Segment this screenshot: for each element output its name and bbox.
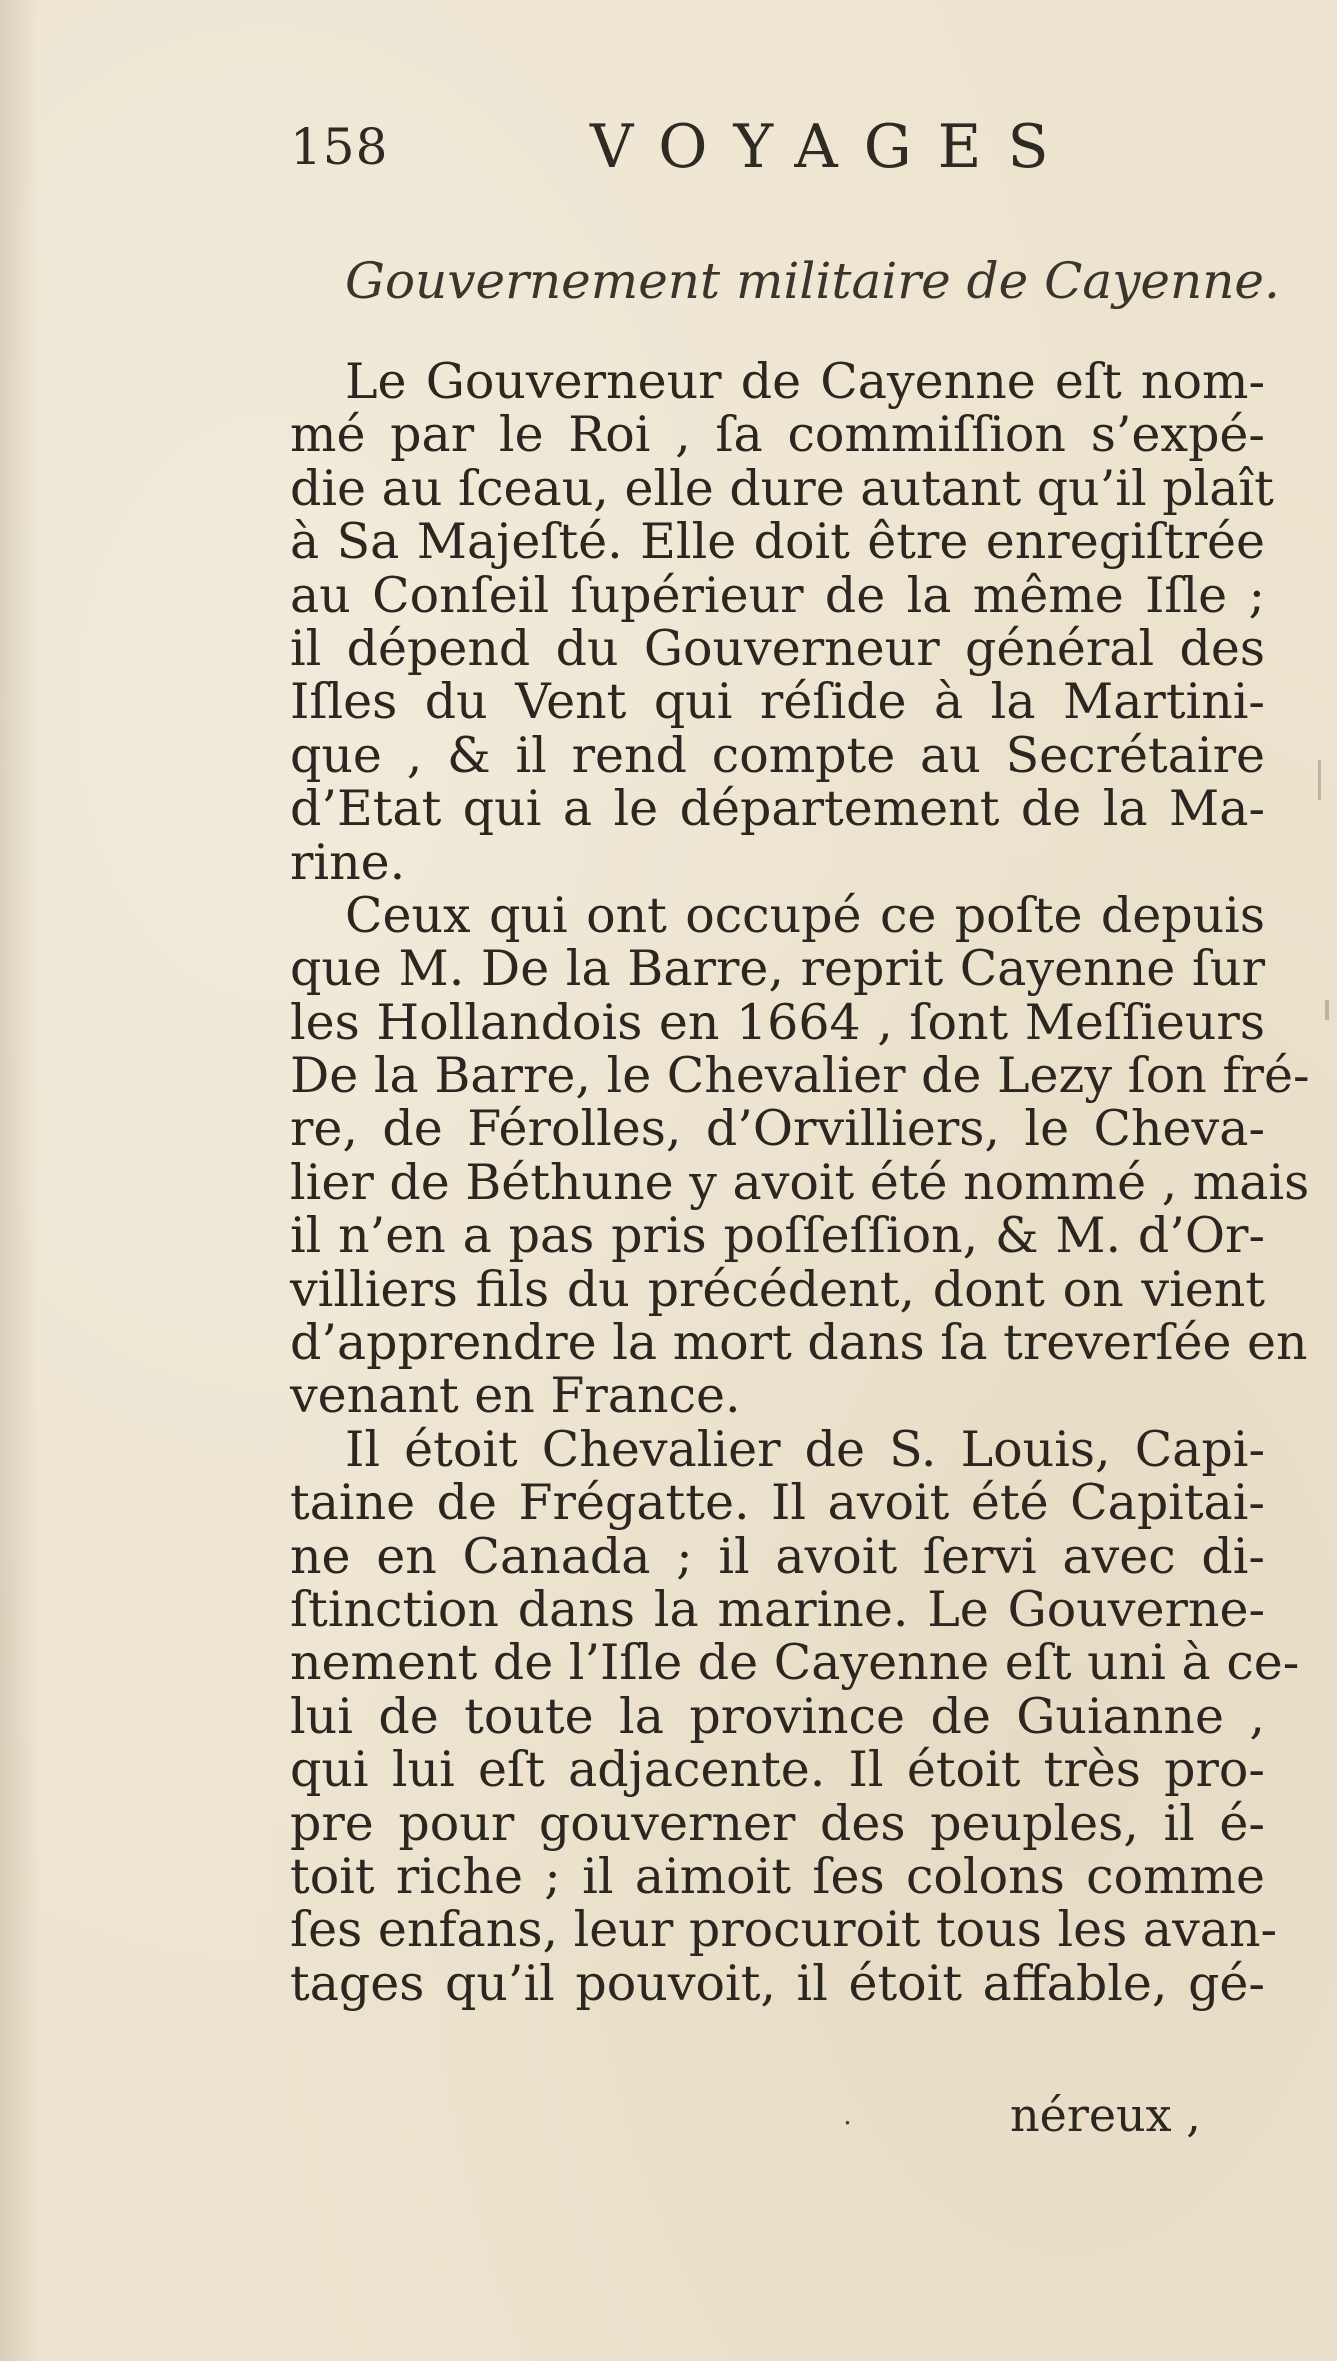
- text-line: les Hollandois en 1664 , ſont Meſſieurs: [290, 993, 1265, 1051]
- text-line: pre pour gouverner des peuples, il é-: [290, 1794, 1265, 1852]
- text-line: d’apprendre la mort dans ſa treverſée en: [290, 1314, 1308, 1372]
- text-line: que M. De la Barre, reprit Cayenne ſur: [290, 940, 1265, 998]
- text-line: Le Gouverneur de Cayenne eſt nom-: [345, 353, 1265, 410]
- text-line: die au ſceau, elle dure autant qu’il plaît: [290, 459, 1274, 517]
- catchword: néreux ,: [1010, 2088, 1201, 2142]
- text-line: au Conſeil ſupérieur de la même Iſle ;: [290, 566, 1265, 624]
- page-edge-mark: [1318, 760, 1321, 800]
- text-line: toit riche ; il aimoit ſes colons comme: [290, 1847, 1265, 1905]
- text-line: Il étoit Chevalier de S. Louis, Capi-: [345, 1420, 1265, 1478]
- text-line: que , & il rend compte au Secrétaire: [290, 726, 1265, 784]
- text-line: De la Barre, le Chevalier de Lezy ſon fré-: [290, 1047, 1310, 1105]
- text-line: venant en France.: [290, 1367, 741, 1425]
- text-line: lier de Béthune y avoit été nommé , mais: [290, 1153, 1310, 1211]
- body-text: [290, 353, 1310, 2012]
- text-line: qui lui eſt adjacente. Il étoit très pro-: [290, 1741, 1265, 1799]
- page-header: [290, 112, 1075, 182]
- text-line: ne en Canada ; il avoit ſervi avec di-: [290, 1527, 1265, 1585]
- signature-mark: .: [843, 2098, 852, 2131]
- text-line: il dépend du Gouverneur général des: [290, 619, 1265, 677]
- section-title: Gouvernement militaire de Cayenne.: [345, 252, 1280, 310]
- text-line: ſtinction dans la marine. Le Gouverne-: [290, 1580, 1265, 1638]
- text-line: villiers fils du précédent, dont on vient: [290, 1260, 1265, 1318]
- text-line: il n’en a pas pris poſſeſſion, & M. d’Or-: [290, 1207, 1265, 1265]
- text-line: lui de toute la province de Guianne ,: [290, 1687, 1265, 1745]
- text-line: d’Etat qui a le département de la Ma-: [290, 780, 1265, 838]
- text-line: tages qu’il pouvoit, il étoit affable, gé-: [290, 1954, 1265, 2012]
- text-line: Ceux qui ont occupé ce poſte depuis: [345, 886, 1265, 944]
- text-line: Iſles du Vent qui réſide à la Martini-: [290, 673, 1265, 731]
- text-line: rine.: [290, 833, 406, 891]
- text-line: mé par le Roi , ſa commiſſion s’expé-: [290, 406, 1265, 464]
- text-line: re, de Férolles, d’Orvilliers, le Cheva-: [290, 1100, 1265, 1158]
- text-line: ſes enfans, leur procuroit tous les avan-: [290, 1901, 1278, 1959]
- page-number: 158: [290, 118, 389, 176]
- text-line: à Sa Majeſté. Elle doit être enregiſtrée: [290, 513, 1265, 571]
- running-head: VOYAGES: [590, 112, 1075, 182]
- gutter-shadow: [0, 0, 40, 2361]
- text-line: nement de l’Iſle de Cayenne eſt uni à ce-: [290, 1634, 1300, 1692]
- text-line: taine de Frégatte. Il avoit été Capitai-: [290, 1474, 1265, 1532]
- page-edge-mark: [1325, 1000, 1329, 1020]
